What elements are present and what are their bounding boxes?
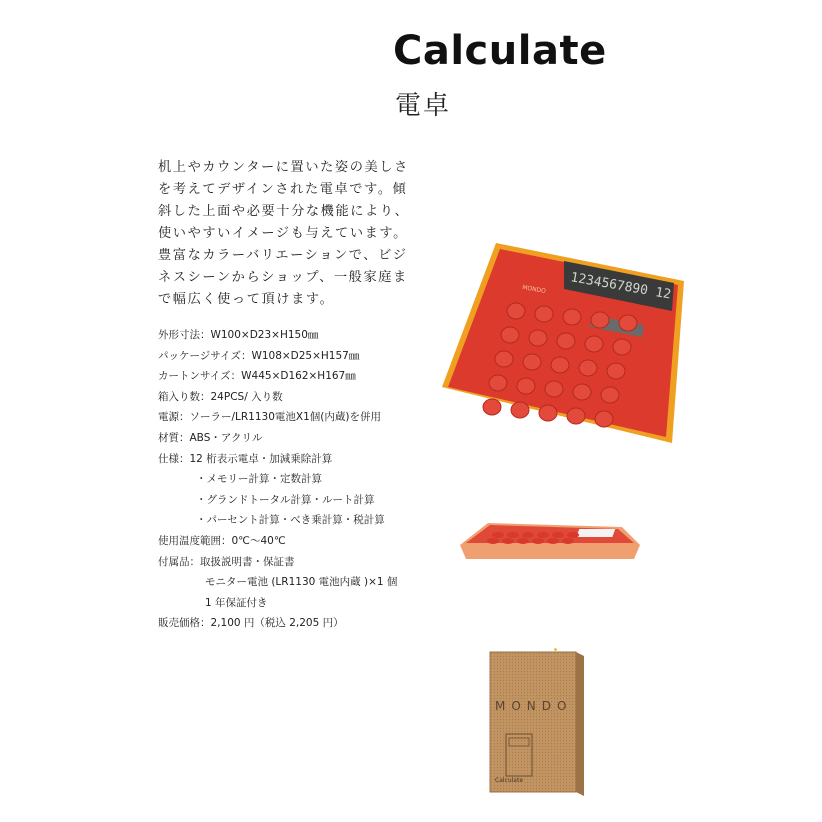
calculator-key xyxy=(573,384,591,400)
calculator-key xyxy=(501,327,519,343)
spec-function: 仕様：12 桁表示電卓・加減乗除計算 xyxy=(158,452,333,465)
spec-quantity: 箱入り数：24PCS/ 入り数 xyxy=(158,390,283,403)
spec-temperature: 使用温度範囲：0℃～40℃ xyxy=(158,534,286,547)
spec-power: 電源：ソーラー/LR1130電池X1個(内蔵)を併用 xyxy=(158,411,381,424)
spec-function: ・パーセント計算・べき乗計算・税計算 xyxy=(196,514,385,527)
calculator-key xyxy=(495,351,513,367)
calculator-key xyxy=(529,330,547,346)
description-line: 使いやすいイメージも与えています。 xyxy=(158,226,408,241)
spec-accessory: 1 年保証付き xyxy=(205,596,268,609)
spec-accessory: モニター電池 (LR1130 電池内蔵 )×1 個 xyxy=(205,576,398,589)
spec-accessory: 付属品：取扱説明書・保証書 xyxy=(158,555,295,568)
calculator-key xyxy=(601,387,619,403)
description-line: 斜した上面や必要十分な機能により、 xyxy=(158,204,410,219)
calculator-key xyxy=(523,354,541,370)
spec-list xyxy=(158,325,397,634)
spec-material: 材質：ABS・アクリル xyxy=(158,431,263,444)
description-line: を考えてデザインされた電卓です。傾 xyxy=(158,182,408,197)
calculator-key xyxy=(511,402,529,418)
calculator-key xyxy=(551,357,569,373)
spec-function: ・グランドトータル計算・ルート計算 xyxy=(196,493,375,506)
page-title: Calculate xyxy=(393,28,607,74)
calculator-key xyxy=(557,333,575,349)
calculator-key xyxy=(567,408,585,424)
description-line: 豊富なカラーバリエーションで、ビジ xyxy=(158,248,408,263)
calculator-key xyxy=(595,411,613,427)
calculator-key xyxy=(585,336,603,352)
description-line: 机上やカウンターに置いた姿の美しさ xyxy=(158,160,409,175)
description-line: で幅広く使って頂けます。 xyxy=(158,292,335,307)
page-subtitle: 電卓 xyxy=(395,91,452,121)
calculator-brand-label: MONDO xyxy=(521,284,547,296)
calculator-key xyxy=(517,378,535,394)
spec-package-size: パッケージサイズ：W108×D25×H157㎜ xyxy=(158,349,360,362)
calculator-key xyxy=(507,303,525,319)
box-product-label: Calculate xyxy=(495,777,524,784)
spec-dimensions: 外形寸法：W100×D23×H150㎜ xyxy=(158,329,319,341)
calculator-key xyxy=(613,339,631,355)
display-digits: 1234567890 12 xyxy=(569,270,673,303)
calculator-front-image xyxy=(436,237,688,445)
calculator-side-image xyxy=(458,505,642,565)
spec-function: ・メモリー計算・定数計算 xyxy=(196,473,322,486)
calculator-key xyxy=(563,309,581,325)
calculator-key xyxy=(545,381,563,397)
calculator-key xyxy=(535,306,553,322)
calculator-key xyxy=(591,312,609,328)
calculator-key xyxy=(579,360,597,376)
calculator-key xyxy=(483,399,501,415)
spec-carton-size: カートンサイズ：W445×D162×H167㎜ xyxy=(158,370,356,383)
calculator-key xyxy=(607,363,625,379)
product-description xyxy=(158,157,420,311)
calculator-key xyxy=(619,315,637,331)
calculator-key xyxy=(489,375,507,391)
spec-price: 販売価格：2,100 円（税込 2,205 円） xyxy=(158,617,344,630)
description-line: ネスシーンからショップ、一般家庭ま xyxy=(158,270,408,285)
calculator-box-image xyxy=(484,646,586,798)
box-brand-label: MONDO xyxy=(495,699,573,713)
calculator-key xyxy=(539,405,557,421)
